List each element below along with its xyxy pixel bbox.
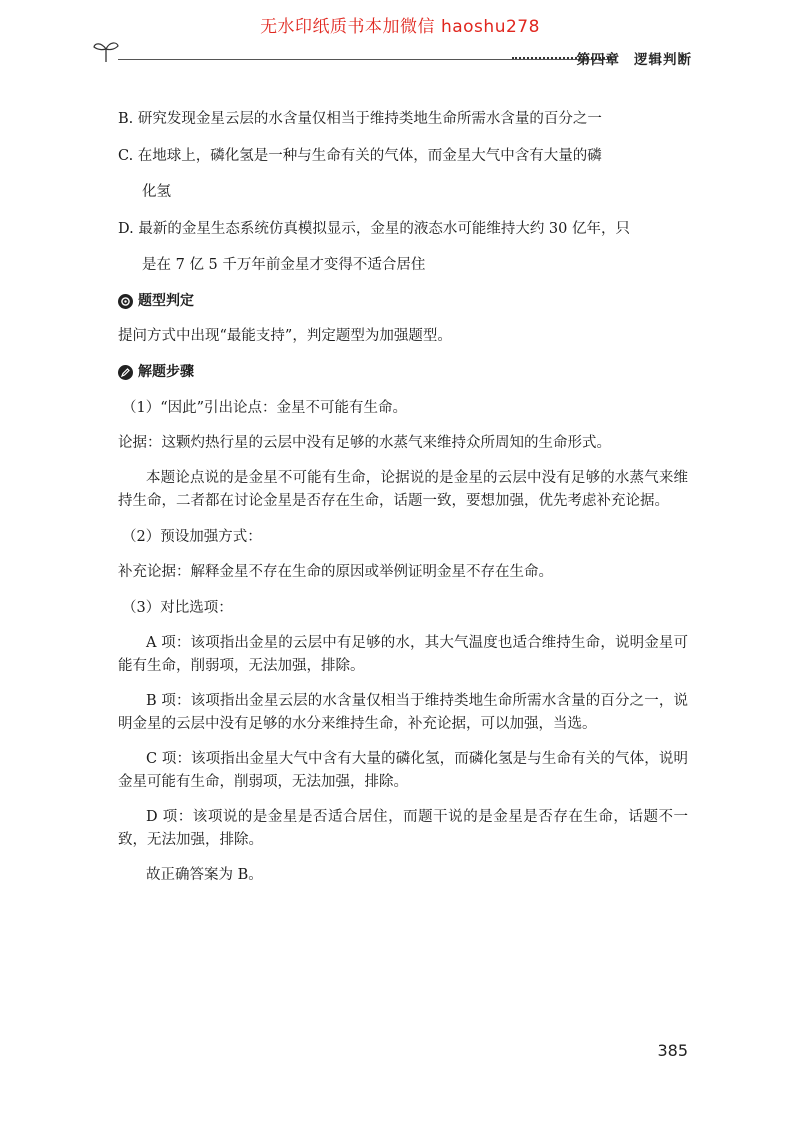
chapter-title [577,48,693,68]
step-3: （3）对比选项： [122,600,233,616]
section-title-steps: 解题步骤 [138,364,194,380]
chapter-section: 逻辑判断 [634,52,692,68]
item-a-analysis: A 项：该项指出金星的云层中有足够的水，其大气温度也适合维持生命，说明金星可能有生命，削弱项，无法加强，排除。 [118,635,688,674]
option-d: D. 最新的金星生态系统仿真模拟显示，金星的液态水可能维持大约 30 亿年，只 [118,221,630,237]
chapter-number: 第四章 [576,52,620,68]
option-c-continued: 化氢 [142,184,171,200]
step-1: （1）“因此”引出论点：金星不可能有生命。 [122,400,408,416]
answer-text: 故正确答案为 B。 [146,867,263,883]
item-d-analysis: D 项：该项说的是金星是否适合居住，而题干说的是金星是否存在生命，话题不一致，无法加强，排除。 [118,809,688,848]
method-text: 补充论据：解释金星不存在生命的原因或举例证明金星不存在生命。 [118,564,553,580]
item-c-analysis: C 项：该项指出金星大气中含有大量的磷化氢，而磷化氢是与生命有关的气体，说明金星可能有生命，削弱项，无法加强，排除。 [118,751,688,790]
section-title-type: 题型判定 [138,293,194,309]
section-heading-type [118,290,688,313]
item-b-analysis: B 项：该项指出金星云层的水含量仅相当于维持类地生命所需水含量的百分之一，说明金星的云层中没有足够的水分来维持生命，补充论据，可以加强，当选。 [118,693,688,732]
watermark-text: 无水印纸质书本加微信 haoshu278 [260,17,540,37]
option-d-continued: 是在 7 亿 5 千万年前金星才变得不适合居住 [142,257,426,273]
page-body [118,108,688,887]
sprout-icon [92,38,120,64]
header-rule [118,59,616,60]
target-icon [118,294,133,309]
option-b: B. 研究发现金星云层的水含量仅相当于维持类地生命所需水含量的百分之一 [118,111,602,127]
type-judgement-text: 提问方式中出现“最能支持”，判定题型为加强题型。 [118,328,452,344]
page-number: 385 [657,1041,688,1060]
option-c: C. 在地球上，磷化氢是一种与生命有关的气体，而金星大气中含有大量的磷 [118,148,602,164]
section-heading-steps [118,361,688,384]
page-header [92,38,692,78]
pencil-icon [118,365,133,380]
step-2: （2）预设加强方式： [122,529,262,545]
argument-text: 论据：这颗灼热行星的云层中没有足够的水蒸气来维持众所周知的生命形式。 [118,435,611,451]
analysis-text: 本题论点说的是金星不可能有生命，论据说的是金星的云层中没有足够的水蒸气来维持生命，二者都在讨论金星是否存在生命，话题一致，要想加强，优先考虑补充论据。 [118,470,688,509]
